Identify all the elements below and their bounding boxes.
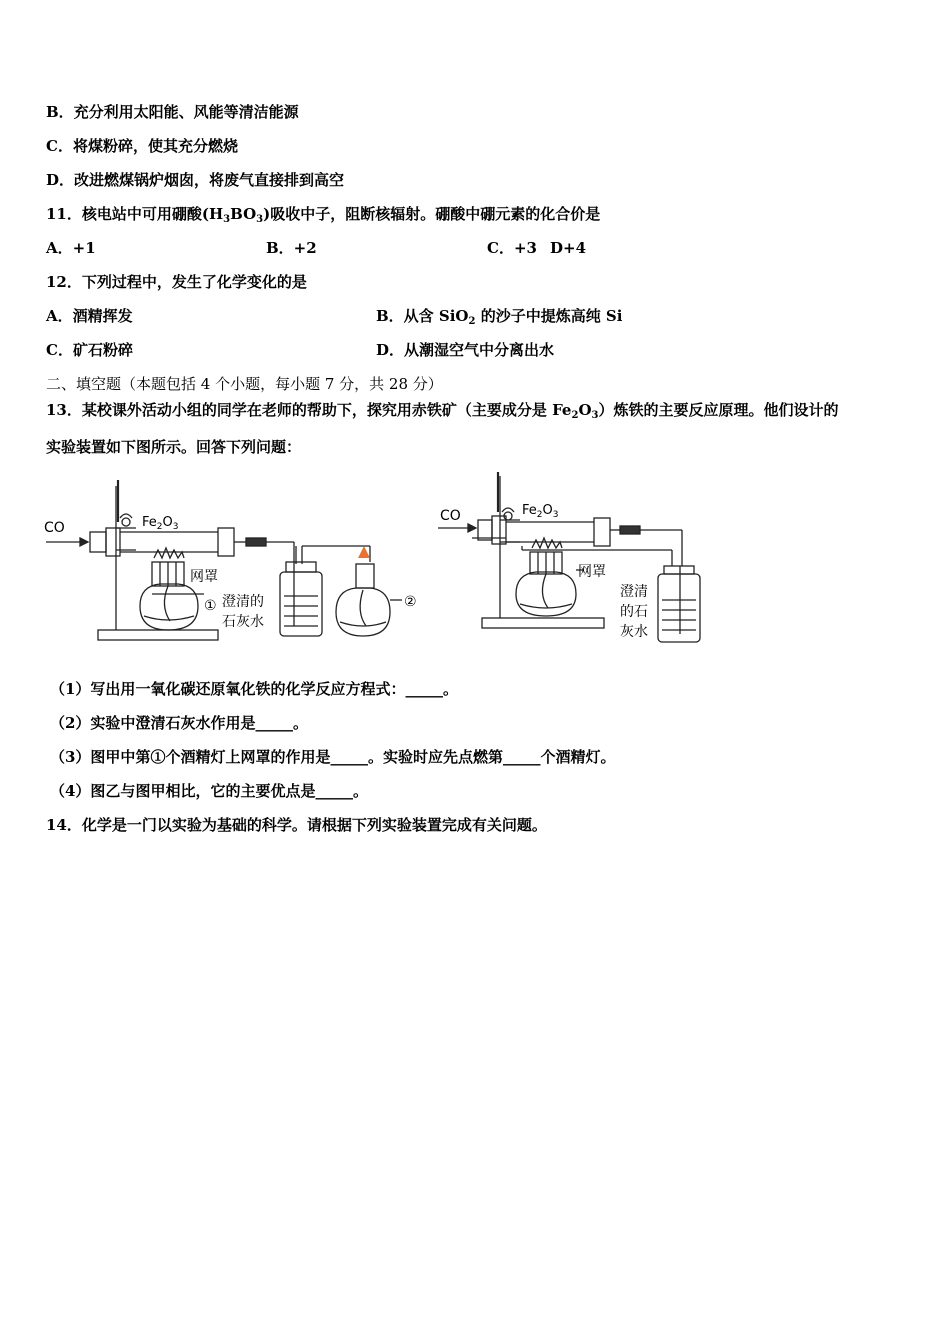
q12-stem: 12．下列过程中，发生了化学变化的是 [46,273,307,291]
q11-stem: 11．核电站中可用硼酸$(H_3BO_3)$吸收中子，阻断核辐射。硼酸中硼元素的化合价是 [46,205,601,225]
q11-option-c: C．+3 [487,239,537,257]
q13-sub-1: （1）写出用一氧化碳还原氧化铁的化学反应方程式：_____。 [50,680,458,698]
q12-option-a: A．酒精挥发 [46,307,133,325]
figa-gauze-label: 网罩 [190,569,218,585]
figb-lime-label-2: 的石 [620,604,648,620]
q11-option-a: A．+1 [46,239,96,257]
figb-co-label: CO [440,508,461,524]
q11-option-d: D+4 [550,239,587,257]
figb-lime-label-1: 澄清 [620,584,648,600]
q10-option-d: D．改进燃煤锅炉烟囱，将废气直接排到高空 [46,171,345,189]
q13-stem: 13．某校课外活动小组的同学在老师的帮助下，探究用赤铁矿（主要成分是 $Fe_2O_3$）炼铁的主要反应原理。他们设计的 [46,401,839,421]
figa-lime-label-2: 石灰水 [222,614,264,630]
figa-mark-2: ② [404,594,417,610]
figa-fe2o3-label: $Fe_2O_3$ [142,515,179,532]
q12-option-c: C．矿石粉碎 [46,341,133,359]
q12-option-d: D．从潮湿空气中分离出水 [376,341,555,359]
figa-mark-1: ① [204,598,217,614]
q10-option-c: C．将煤粉碎，使其充分燃烧 [46,137,238,155]
q13-sub-2: （2）实验中澄清石灰水作用是_____。 [50,714,308,732]
figa-co-label: CO [44,520,65,536]
apparatus-figure-b [432,466,722,648]
q13-sub-4: （4）图乙与图甲相比，它的主要优点是_____。 [50,782,368,800]
q13-sub-3: （3）图甲中第①个酒精灯上网罩的作用是_____。实验时应先点燃第_____个酒精灯。 [50,748,616,766]
q10-option-b: B．充分利用太阳能、风能等清洁能源 [46,103,299,121]
section-heading: 二、填空题（本题包括 4 个小题，每小题 7 分，共 28 分） [46,375,443,393]
q13-stem-line2: 实验装置如下图所示。回答下列问题： [46,438,302,456]
flame-icon [358,546,370,558]
figb-lime-label-3: 灰水 [620,624,648,640]
figb-fe2o3-label: $Fe_2O_3$ [522,503,559,520]
q12-option-b: B．从含 SiO$_2$ 的沙子中提炼高纯 Si [376,307,623,327]
figb-gauze-label: 网罩 [578,564,606,580]
figa-lime-label-1: 澄清的 [222,594,264,610]
q14-stem: 14．化学是一门以实验为基础的科学。请根据下列实验装置完成有关问题。 [46,816,547,834]
q11-option-b: B．+2 [266,239,317,257]
apparatus-figure-a [40,466,430,648]
